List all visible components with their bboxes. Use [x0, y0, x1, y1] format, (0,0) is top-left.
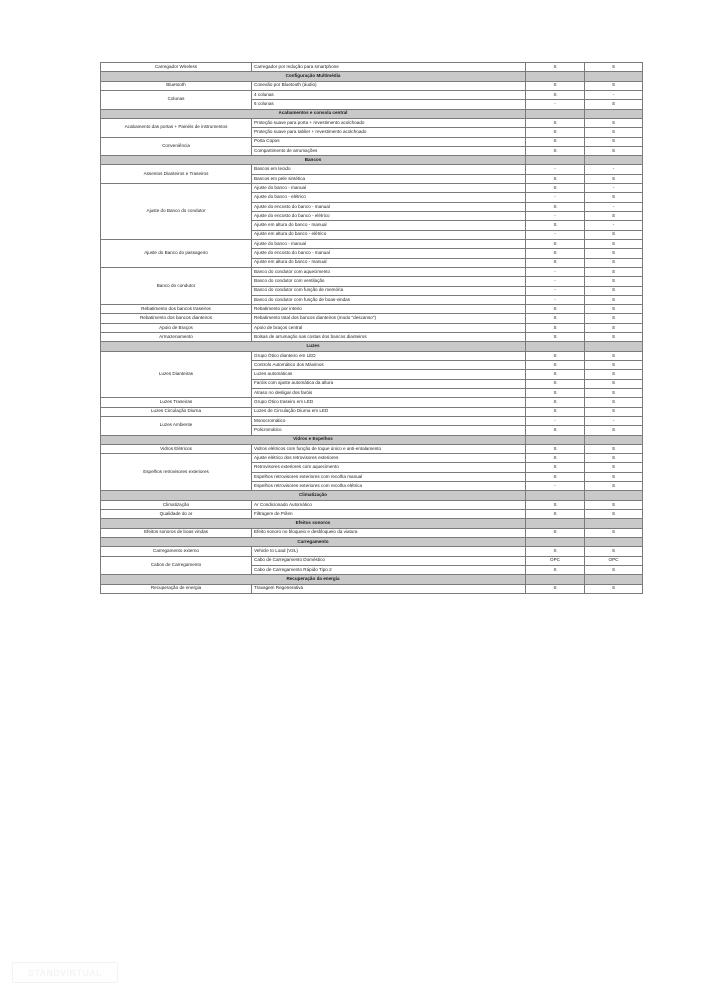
feature-description: Rebatimento total dos bancos dianteiros (modo "descanso"): [252, 314, 526, 323]
availability-value-variant-2: S: [585, 407, 643, 416]
availability-value-variant-2: S: [585, 137, 643, 146]
availability-value-variant-2: -: [585, 202, 643, 211]
feature-description: Faróis com ajuste automática da altura: [252, 379, 526, 388]
section-header-spacer-variant-2: [585, 537, 643, 546]
availability-value-variant-1: S: [526, 388, 585, 397]
feature-group-label: Ajuste do Banco do condutor: [101, 184, 252, 240]
availability-value-variant-1: OPC: [526, 556, 585, 565]
table-row: [101, 63, 643, 72]
feature-group-label: Bluetooth: [101, 81, 252, 90]
specification-table-body: [101, 63, 643, 594]
section-header-row: [101, 519, 643, 528]
feature-description: Banco do condutor com função de boas-vindas: [252, 295, 526, 304]
section-header-spacer-variant-1: [526, 575, 585, 584]
section-header-spacer-variant-1: [526, 72, 585, 81]
table-row: [101, 454, 643, 463]
availability-value-variant-1: S: [526, 249, 585, 258]
availability-value-variant-1: S: [526, 565, 585, 574]
availability-value-variant-1: -: [526, 230, 585, 239]
availability-value-variant-2: S: [585, 472, 643, 481]
feature-description: Proteção suave para porta + revestimento acolchoado: [252, 118, 526, 127]
feature-description: Controlo Automático dos Máximos: [252, 361, 526, 370]
table-row: [101, 500, 643, 509]
table-row: [101, 528, 643, 537]
availability-value-variant-2: -: [585, 416, 643, 425]
section-header-spacer-variant-1: [526, 519, 585, 528]
feature-group-label: Luzes Circulação Diurna: [101, 407, 252, 416]
section-header-row: [101, 156, 643, 165]
availability-value-variant-2: S: [585, 258, 643, 267]
section-header-row: [101, 435, 643, 444]
table-row: [101, 556, 643, 565]
availability-value-variant-2: -: [585, 184, 643, 193]
table-row: [101, 323, 643, 332]
availability-value-variant-2: S: [585, 277, 643, 286]
feature-group-label: Carregador Wireless: [101, 63, 252, 72]
availability-value-variant-2: S: [585, 426, 643, 435]
availability-value-variant-2: S: [585, 174, 643, 183]
availability-value-variant-2: S: [585, 370, 643, 379]
availability-value-variant-1: S: [526, 314, 585, 323]
section-header-spacer-variant-2: [585, 491, 643, 500]
feature-description: Bolsas de arrumação nas costas dos bancos dianteiros: [252, 333, 526, 342]
section-header-label: Carregamento: [101, 537, 526, 546]
section-header-spacer-variant-2: [585, 519, 643, 528]
feature-description: Travagem Regenerativa: [252, 584, 526, 593]
feature-description: Conexão por Bluetooth (áudio): [252, 81, 526, 90]
feature-description: Banco do condutor com ventilação: [252, 277, 526, 286]
availability-value-variant-2: S: [585, 463, 643, 472]
availability-value-variant-1: S: [526, 361, 585, 370]
availability-value-variant-2: S: [585, 295, 643, 304]
availability-value-variant-2: S: [585, 100, 643, 109]
availability-value-variant-2: S: [585, 128, 643, 137]
feature-group-label: Recuperação de energia: [101, 584, 252, 593]
feature-description: Ajuste do encosto do banco - manual: [252, 249, 526, 258]
feature-description: Luzes de Circulação Diurna em LED: [252, 407, 526, 416]
availability-value-variant-2: S: [585, 351, 643, 360]
availability-value-variant-2: S: [585, 528, 643, 537]
availability-value-variant-1: -: [526, 193, 585, 202]
section-header-spacer-variant-2: [585, 156, 643, 165]
table-row: [101, 444, 643, 453]
feature-description: Ajuste do banco - elétrico: [252, 193, 526, 202]
feature-description: Espelhos retrovisores exteriores com recolha elétrica: [252, 482, 526, 491]
section-header-row: [101, 537, 643, 546]
availability-value-variant-1: -: [526, 100, 585, 109]
feature-group-label: Conveniência: [101, 137, 252, 156]
availability-value-variant-2: S: [585, 388, 643, 397]
availability-value-variant-2: S: [585, 323, 643, 332]
feature-group-label: Armazenamento: [101, 333, 252, 342]
feature-group-label: Vidros Elétricos: [101, 444, 252, 453]
availability-value-variant-2: S: [585, 239, 643, 248]
feature-group-label: Banco do condutor: [101, 267, 252, 304]
feature-group-label: Assentos Dianteiros e Traseiros: [101, 165, 252, 184]
table-row: [101, 90, 643, 99]
availability-value-variant-1: S: [526, 407, 585, 416]
feature-description: Ajuste do banco - manual: [252, 184, 526, 193]
availability-value-variant-1: S: [526, 510, 585, 519]
availability-value-variant-1: S: [526, 351, 585, 360]
availability-value-variant-1: S: [526, 370, 585, 379]
section-header-row: [101, 109, 643, 118]
availability-value-variant-1: S: [526, 323, 585, 332]
feature-group-label: Espelhos retrovisores exteriores: [101, 454, 252, 491]
availability-value-variant-1: S: [526, 426, 585, 435]
feature-description: Espelhos retrovisores exteriores com recolha manual: [252, 472, 526, 481]
feature-description: Bancos em pele sintética: [252, 174, 526, 183]
availability-value-variant-2: S: [585, 565, 643, 574]
feature-group-label: Apoio de Braços: [101, 323, 252, 332]
availability-value-variant-2: S: [585, 249, 643, 258]
availability-value-variant-1: S: [526, 202, 585, 211]
section-header-spacer-variant-2: [585, 72, 643, 81]
section-header-spacer-variant-1: [526, 491, 585, 500]
section-header-row: [101, 72, 643, 81]
feature-description: Ajuste em altura do banco - elétrico: [252, 230, 526, 239]
feature-description: Apoio de braços central: [252, 323, 526, 332]
feature-description: Efeito sonoro no bloqueio e desbloqueio da viatura: [252, 528, 526, 537]
availability-value-variant-1: -: [526, 165, 585, 174]
availability-value-variant-2: S: [585, 146, 643, 155]
section-header-label: Configuração Multimédia: [101, 72, 526, 81]
feature-description: Ajuste em altura do banco - manual: [252, 221, 526, 230]
feature-description: Monocromático: [252, 416, 526, 425]
feature-group-label: Luzes Dianteiras: [101, 351, 252, 398]
feature-description: Luzes automáticas: [252, 370, 526, 379]
availability-value-variant-1: S: [526, 174, 585, 183]
table-row: [101, 547, 643, 556]
availability-value-variant-2: -: [585, 221, 643, 230]
feature-description: Filtragem de Pólen: [252, 510, 526, 519]
section-header-spacer-variant-1: [526, 537, 585, 546]
table-row: [101, 81, 643, 90]
availability-value-variant-2: S: [585, 314, 643, 323]
availability-value-variant-1: S: [526, 463, 585, 472]
availability-value-variant-1: S: [526, 128, 585, 137]
feature-description: Cabo de Carregamento Doméstico: [252, 556, 526, 565]
availability-value-variant-2: S: [585, 584, 643, 593]
availability-value-variant-2: S: [585, 547, 643, 556]
table-row: [101, 584, 643, 593]
availability-value-variant-2: S: [585, 118, 643, 127]
feature-group-label: Ajuste do Banco do passageiro: [101, 239, 252, 267]
availability-value-variant-1: S: [526, 528, 585, 537]
availability-value-variant-1: S: [526, 239, 585, 248]
section-header-spacer-variant-2: [585, 109, 643, 118]
feature-description: Porta Copos: [252, 137, 526, 146]
availability-value-variant-1: S: [526, 444, 585, 453]
section-header-spacer-variant-2: [585, 575, 643, 584]
feature-description: Grupo Ótico traseiro em LED: [252, 398, 526, 407]
availability-value-variant-2: S: [585, 510, 643, 519]
availability-value-variant-1: S: [526, 472, 585, 481]
section-header-row: [101, 575, 643, 584]
table-row: [101, 416, 643, 425]
availability-value-variant-1: S: [526, 184, 585, 193]
availability-value-variant-2: -: [585, 165, 643, 174]
availability-value-variant-2: S: [585, 482, 643, 491]
feature-group-label: Rebatimento dos bancos traseiros: [101, 305, 252, 314]
feature-description: Rebatimento por inteiro: [252, 305, 526, 314]
table-row: [101, 137, 643, 146]
feature-group-label: Carregamento externo: [101, 547, 252, 556]
feature-group-label: Acabamento das portas + Painéis de instrumentos: [101, 118, 252, 137]
table-row: [101, 398, 643, 407]
section-header-spacer-variant-2: [585, 435, 643, 444]
availability-value-variant-1: S: [526, 547, 585, 556]
availability-value-variant-1: -: [526, 267, 585, 276]
availability-value-variant-1: S: [526, 81, 585, 90]
availability-value-variant-1: S: [526, 305, 585, 314]
table-row: [101, 267, 643, 276]
availability-value-variant-1: S: [526, 500, 585, 509]
feature-description: Ajuste do banco - manual: [252, 239, 526, 248]
table-row: [101, 184, 643, 193]
feature-description: Atraso no desligar dos faróis: [252, 388, 526, 397]
table-row: [101, 305, 643, 314]
table-row: [101, 239, 643, 248]
availability-value-variant-2: S: [585, 333, 643, 342]
section-header-label: Recuperação da energia: [101, 575, 526, 584]
table-row: [101, 314, 643, 323]
feature-group-label: Qualidade do ar: [101, 510, 252, 519]
availability-value-variant-2: S: [585, 444, 643, 453]
availability-value-variant-2: S: [585, 286, 643, 295]
availability-value-variant-1: -: [526, 286, 585, 295]
feature-description: Retrovisores exteriores com aquecimento: [252, 463, 526, 472]
section-header-label: Bancos: [101, 156, 526, 165]
availability-value-variant-1: -: [526, 212, 585, 221]
availability-value-variant-2: OPC: [585, 556, 643, 565]
section-header-row: [101, 491, 643, 500]
feature-group-label: Luzes Traseiras: [101, 398, 252, 407]
table-row: [101, 407, 643, 416]
availability-value-variant-1: S: [526, 333, 585, 342]
table-row: [101, 333, 643, 342]
section-header-label: Efeitos sonoros: [101, 519, 526, 528]
availability-value-variant-1: S: [526, 584, 585, 593]
section-header-spacer-variant-1: [526, 342, 585, 351]
availability-value-variant-1: -: [526, 295, 585, 304]
availability-value-variant-1: -: [526, 482, 585, 491]
section-header-label: Luzes: [101, 342, 526, 351]
feature-description: Ajuste do encosto do banco - elétrico: [252, 212, 526, 221]
table-row: [101, 165, 643, 174]
feature-group-label: Efeitos sonoros de boas vindas: [101, 528, 252, 537]
availability-value-variant-1: S: [526, 137, 585, 146]
availability-value-variant-1: S: [526, 258, 585, 267]
section-header-label: Climatização: [101, 491, 526, 500]
availability-value-variant-1: S: [526, 118, 585, 127]
availability-value-variant-2: S: [585, 81, 643, 90]
section-header-spacer-variant-1: [526, 156, 585, 165]
availability-value-variant-2: S: [585, 267, 643, 276]
availability-value-variant-2: S: [585, 379, 643, 388]
table-row: [101, 351, 643, 360]
availability-value-variant-1: S: [526, 398, 585, 407]
availability-value-variant-2: S: [585, 500, 643, 509]
availability-value-variant-1: S: [526, 90, 585, 99]
availability-value-variant-2: S: [585, 63, 643, 72]
section-header-row: [101, 342, 643, 351]
availability-value-variant-1: S: [526, 63, 585, 72]
availability-value-variant-1: S: [526, 146, 585, 155]
availability-value-variant-2: S: [585, 230, 643, 239]
availability-value-variant-2: S: [585, 454, 643, 463]
availability-value-variant-1: S: [526, 454, 585, 463]
feature-group-label: Colunas: [101, 90, 252, 109]
feature-description: Policromático: [252, 426, 526, 435]
feature-group-label: Luzes Ambiente: [101, 416, 252, 435]
availability-value-variant-2: -: [585, 90, 643, 99]
feature-description: Compartimento de arrumações: [252, 146, 526, 155]
feature-description: Carregador por Indução para smartphone: [252, 63, 526, 72]
feature-description: Ajuste do encosto do banco - manual: [252, 202, 526, 211]
availability-value-variant-2: S: [585, 305, 643, 314]
feature-group-label: Climatização: [101, 500, 252, 509]
availability-value-variant-1: S: [526, 221, 585, 230]
availability-value-variant-1: -: [526, 416, 585, 425]
section-header-spacer-variant-1: [526, 435, 585, 444]
feature-description: Ar Condicionado Automático: [252, 500, 526, 509]
specification-table-container: [100, 62, 642, 594]
feature-description: Bancos em tecido: [252, 165, 526, 174]
section-header-spacer-variant-1: [526, 109, 585, 118]
watermark: STANDVIRTUAL: [12, 962, 118, 983]
feature-group-label: Rebatimento dos bancos dianteiros: [101, 314, 252, 323]
availability-value-variant-2: S: [585, 398, 643, 407]
section-header-label: Vidros e Espelhos: [101, 435, 526, 444]
section-header-label: Acabamentos e consola central: [101, 109, 526, 118]
availability-value-variant-1: -: [526, 277, 585, 286]
feature-description: Banco do condutor com aquecimento: [252, 267, 526, 276]
feature-description: Vidros elétricos com função de toque único e anti-entalamento: [252, 444, 526, 453]
availability-value-variant-2: S: [585, 212, 643, 221]
feature-description: Proteção suave para tablier + revestimento acolchoado: [252, 128, 526, 137]
table-row: [101, 510, 643, 519]
table-row: [101, 118, 643, 127]
feature-description: Ajuste em altura do banco - manual: [252, 258, 526, 267]
specification-table: [100, 62, 643, 594]
section-header-spacer-variant-2: [585, 342, 643, 351]
feature-description: Banco do condutor com função de memória: [252, 286, 526, 295]
feature-description: Vehicle to Load (V2L): [252, 547, 526, 556]
feature-description: Grupo Ótico dianteiro em LED: [252, 351, 526, 360]
feature-description: Cabo de Carregamento Rápido Tipo 2: [252, 565, 526, 574]
feature-description: 6 colunas: [252, 100, 526, 109]
feature-description: Ajuste elétrico dos retrovisores exteriores: [252, 454, 526, 463]
availability-value-variant-1: S: [526, 379, 585, 388]
feature-description: 4 colunas: [252, 90, 526, 99]
availability-value-variant-2: S: [585, 361, 643, 370]
feature-group-label: Cabos de Carregamento: [101, 556, 252, 575]
availability-value-variant-2: S: [585, 193, 643, 202]
